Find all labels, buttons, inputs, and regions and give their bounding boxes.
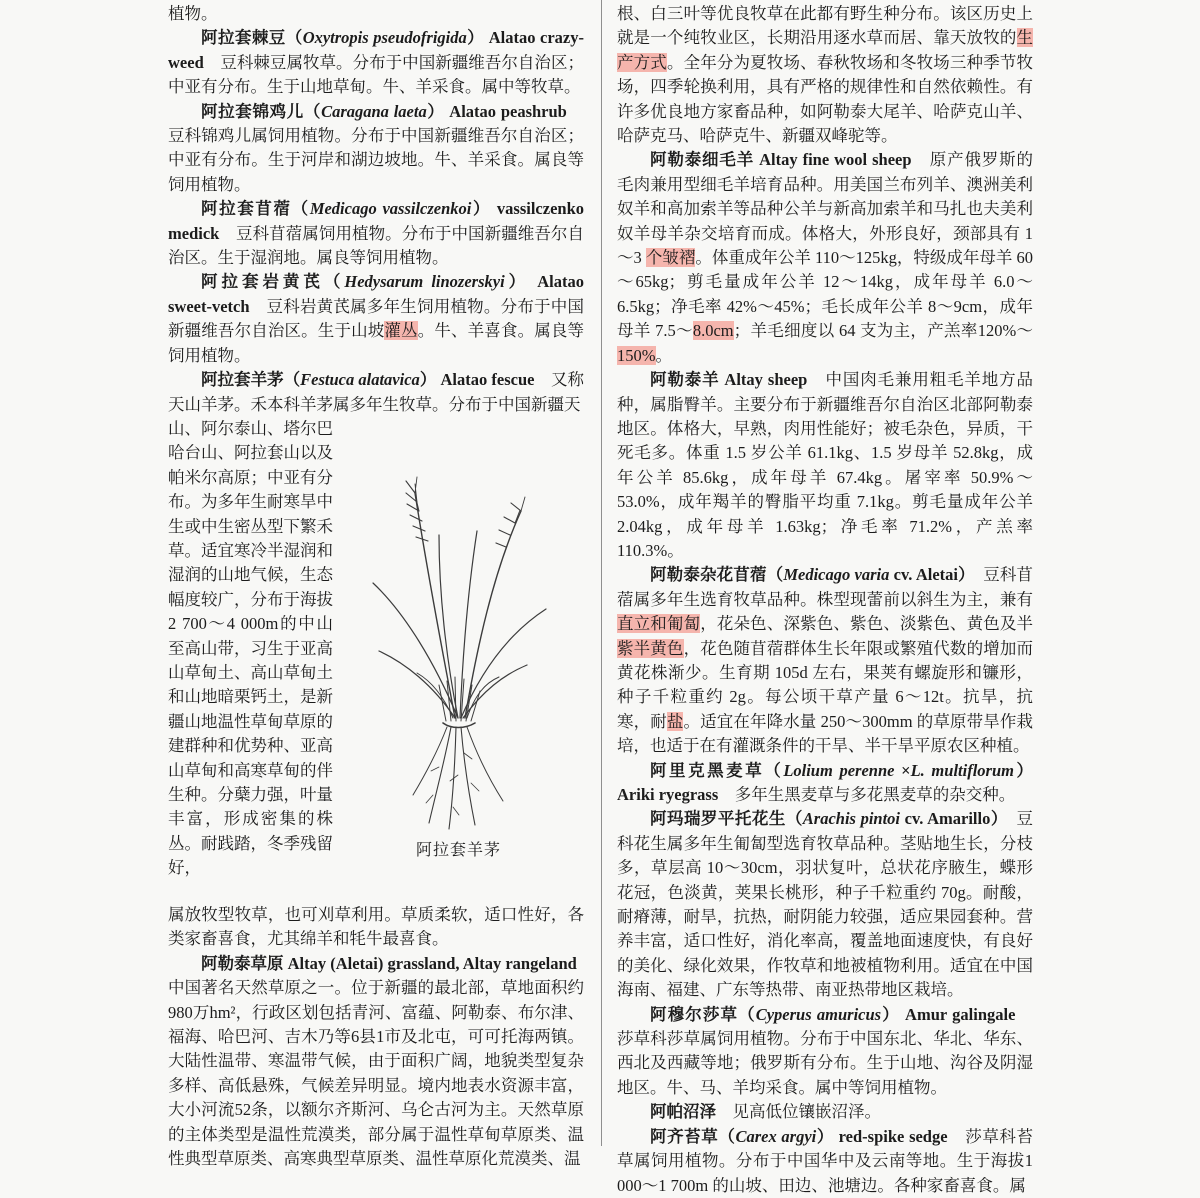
body-text: 属放牧型牧草，也可刈草利用。草质柔软，适口性好，各类家畜喜食，尤其绵羊和牦牛最喜食。 [168, 904, 584, 949]
headword-segment: ） [504, 272, 530, 292]
body-text: 莎草科莎草属饲用植物。分布于中国东北、华北、华东、西北及西藏等地；俄罗斯有分布。生于山地、沟谷及阴湿地区。牛、马、羊均采食。属中等饲用植物。 [617, 1004, 1034, 1097]
headword-segment: 阿拉套岩黄芪 [201, 272, 324, 292]
highlighted-text: 8.0cm [692, 321, 734, 341]
headword-segment: ） [990, 809, 1000, 829]
body-text: 豆科岩黄芪属多年生饲用植物。分布于中国新疆维吾尔自治区。生于山坡 [168, 296, 584, 341]
headword-segment: 阿穆尔莎草 [650, 1004, 739, 1024]
body-text: 原产俄罗斯的毛肉兼用型细毛羊培育品种。用美国兰布列羊、澳洲美利奴羊和高加索羊等品种公羊与新高加索羊和马扎也夫美利奴羊母羊杂交培育而成。体格大，外形良好，颈部具有 1～3 [617, 150, 1034, 268]
body-text: 豆科花生属多年生匍匐型选育牧草品种。茎贴地生长，分枝多，草层高 10～30cm，羽状复叶，总状花序腋生，蝶形花冠，色淡黄，荚果长桃形，种子千粒重约 70g。耐酸，耐瘠薄，耐旱，抗热，耐阴能力较强，适应果园套种。营养丰富，适口性好，消化率高，覆盖地面速度快，有良好的美化、绿化效果，作牧草和地被植物利用。适宜在中国海南、福建、广东等热带、南亚热带地区栽培。 [617, 809, 1034, 1000]
headword-segment: Amur galingale [899, 1004, 1016, 1024]
body-text: ，花色随苜蓿群体生长年限或繁殖代数的增加而黄花株渐少。生育期 105d 左右，果荚有螺旋形和镰形，种子千粒重约 2g。每公顷干草产量 6～12t。抗旱，抗寒，耐 [617, 638, 1034, 731]
headword-segment: 阿拉套羊茅 [201, 370, 284, 390]
entry-paragraph [617, 563, 1033, 758]
latin-name-segment: Oxytropis pseudofrigida [302, 28, 467, 48]
headword-segment: 阿帕沼泽 [650, 1102, 716, 1122]
headword-segment: cv. Amarillo [900, 809, 991, 829]
entry-paragraph [168, 952, 594, 1172]
entry-paragraph [617, 807, 1033, 1002]
entry-paragraph [168, 197, 584, 270]
headword-segment: vassilczenko medick [168, 199, 584, 243]
headword-segment: （ [323, 272, 345, 292]
latin-name-segment: Lolium perenne [783, 760, 895, 780]
latin-name-segment: Cyperus amuricus [755, 1004, 882, 1024]
headword-segment: ） [419, 370, 437, 390]
headword-segment: 阿勒泰草原 [201, 953, 284, 973]
entry-paragraph [168, 2, 584, 26]
headword-segment: red-spike sedge [833, 1126, 948, 1146]
entry-paragraph [168, 26, 584, 99]
headword-segment: （ [785, 809, 803, 829]
entry-paragraph [617, 1125, 1033, 1198]
headword-segment: Alatao sweet-vetch [168, 272, 585, 316]
body-text: 山、阿尔泰山、塔尔巴哈台山、阿拉套山以及帕米尔高原；中亚有分布。为多年生耐寒旱中生或中生密丛型下繁禾草。适宜寒冷半湿润和湿润的山地气候，生态幅度较广，分布于海拔2 700～4 000m的中山至高山带，习生于亚高山草甸土、高山草甸土和山地暗栗钙土，是新疆山地温性草甸草原的建群种和优势种、亚高山草甸和高寒草甸的伴生种。分蘖力强，叶量丰富，形成密集的株丛。耐践踏，冬季残留好， [168, 418, 333, 878]
headword-segment: Altay sheep [719, 370, 808, 390]
entry-paragraph [617, 148, 1033, 368]
right-column [617, 2, 1033, 1198]
body-text: 。 [655, 345, 672, 365]
entry-paragraph [168, 903, 584, 952]
headword-segment: 阿拉套锦鸡儿 [201, 101, 304, 121]
highlighted-text: 个皱褶 [645, 248, 696, 268]
headword-segment: 阿齐苔草 [650, 1126, 719, 1146]
headword-segment: （ [303, 101, 322, 121]
column-divider [601, 0, 602, 1146]
entry-paragraph [617, 1100, 1033, 1124]
highlighted-text: 生产方式 [617, 28, 1033, 72]
headword-segment: 阿勒泰杂花苜蓿 [650, 565, 767, 585]
latin-name-segment: Carex argyi [735, 1126, 817, 1146]
entry-paragraph [617, 368, 1033, 563]
figure-adjacent-text [168, 417, 333, 903]
headword-segment: 阿勒泰细毛羊 [650, 150, 755, 170]
headword-segment: （ [718, 1126, 736, 1146]
fescue-illustration [343, 423, 575, 835]
headword-segment: ） [1013, 760, 1034, 780]
headword-segment: （ [764, 760, 784, 780]
body-text: 豆科棘豆属牧草。分布于中国新疆维吾尔自治区；中亚有分布。生于山地草甸。牛、羊采食。属中等牧草。 [168, 52, 584, 97]
headword-segment: × [894, 760, 911, 780]
headword-segment: ） [881, 1004, 900, 1024]
left-column [168, 2, 594, 1171]
latin-name-segment: Hedysarum linozerskyi [344, 272, 505, 292]
entry-paragraph [168, 368, 584, 417]
body-text: 中国著名天然草原之一。位于新疆的最北部，草地面积约980万hm²，行政区划包括青河、富蕴、阿勒泰、布尔津、福海、哈巴河、吉木乃等6县1市及北屯，可可托海两镇。大陆性温带、寒温带气候，由于面积广阔，地貌类型复杂多样、高低悬殊，气候差异明显。境内地表水资源丰富，大小河流52条，以额尔齐斯河、乌仑古河为主。天然草原的主体类型是温性荒漠类，部分属于温性草甸草原类、温性典型草原类、高寒典型草原类、温性草原化荒漠类、温 [168, 953, 594, 1168]
highlighted-text: 直立和匍匐 [617, 614, 701, 634]
headword-segment: 阿勒泰羊 [650, 370, 720, 390]
headword-segment: ） [816, 1126, 834, 1146]
headword-segment: ） [466, 28, 485, 48]
headword-segment: Alatao fescue [436, 370, 535, 390]
headword-segment: ） [426, 101, 445, 121]
body-text: 。适宜在年降水量 250～300mm 的草原带旱作栽培，也适于在有灌溉条件的干旱、半干旱平原农区种植。 [617, 711, 1034, 756]
headword-segment: 阿里克黑麦草 [650, 760, 765, 780]
entry-paragraph [617, 759, 1033, 808]
highlighted-text: 灌丛 [384, 321, 418, 341]
body-text: 豆科苜蓿属多年生选育牧草品种。株型现蕾前以斜生为主，兼有 [617, 565, 1034, 609]
highlighted-text: 盐 [666, 711, 684, 731]
body-text: ，花朵色、深紫色、紫色、淡紫色、黄色及半 [700, 614, 1034, 634]
headword-segment: 阿拉套棘豆 [201, 28, 286, 48]
headword-segment: cv. Aletai [889, 565, 958, 585]
headword-segment: ） [471, 199, 492, 219]
body-text: 见高低位镶嵌沼泽。 [716, 1102, 881, 1122]
entry-paragraph [168, 100, 584, 198]
body-text: 多年生黑麦草与多花黑麦草的杂交种。 [718, 785, 1016, 804]
figure-text-row [168, 417, 584, 903]
body-text: ；羊毛细度以 64 支为主，产羔率120%～ [733, 321, 1034, 341]
entry-paragraph [617, 2, 1033, 148]
highlighted-text: 紫半黄色 [617, 638, 684, 658]
entry-paragraph [617, 1003, 1033, 1101]
latin-name-segment: L. multiflorum [910, 760, 1014, 780]
body-text: 豆科苜蓿属饲用植物。分布于中国新疆维吾尔自治区。生于湿润地。属良等饲用植物。 [168, 223, 584, 268]
entry-paragraph [168, 270, 584, 368]
body-text: 。体重成年公羊 110～125kg，特级成年母羊 60～65kg；剪毛量成年公羊 12～14kg，成年母羊 6.0～6.5kg；净毛率 42%～45%；毛长成年公羊 8～9cm，成年母羊 7.5～ [617, 248, 1034, 341]
headword-segment: （ [766, 565, 784, 585]
body-text: 豆科锦鸡儿属饲用植物。分布于中国新疆维吾尔自治区；中亚有分布。生于河岸和湖边坡地。牛、羊采食。属良等饲用植物。 [168, 101, 584, 194]
plant-figure [333, 417, 584, 903]
headword-segment: （ [285, 28, 303, 48]
headword-segment: （ [738, 1004, 756, 1024]
body-text: 。全年分为夏牧场、春秋牧场和冬牧场三种季节牧场，四季轮换利用，具有严格的规律性和自然依赖性。有许多优良地方家畜品种，如阿勒泰大尾羊、哈萨克山羊、哈萨克马、哈萨克牛、新疆双峰驼等。 [617, 52, 1033, 146]
latin-name-segment: Festuca alatavica [300, 370, 420, 390]
latin-name-segment: Medicago varia [783, 565, 890, 585]
latin-name-segment: Medicago vassilczenkoi [309, 199, 472, 219]
figure-caption: 阿拉套羊茅 [415, 841, 501, 859]
body-text: 又称天山羊茅。禾本科羊茅属多年生牧草。分布于中国新疆天 [168, 370, 585, 414]
headword-segment: ） [957, 565, 967, 585]
body-text: 植物。 [168, 4, 218, 23]
headword-segment: （ [283, 370, 301, 390]
headword-segment: 阿拉套苜蓿 [201, 199, 292, 219]
body-text: 根、白三叶等优良牧草在此都有野生种分布。该区历史上就是一个纯牧业区，长期沿用逐水草而居、靠天放牧的 [617, 4, 1033, 48]
body-text: 。牛、羊喜食。属良等饲用植物。 [168, 321, 585, 365]
headword-segment: Alatao peashrub [444, 101, 567, 121]
highlighted-text: 150% [617, 345, 656, 365]
headword-segment: Ariki ryegrass [617, 785, 719, 804]
headword-segment: Alatao crazy-weed [168, 28, 585, 72]
latin-name-segment: Arachis pintoi [802, 809, 901, 829]
body-text: 中国肉毛兼用粗毛羊地方品种，属脂臀羊。主要分布于新疆维吾尔自治区北部阿勒泰地区。体格大，早熟，肉用性能好；被毛杂色，异质，干死毛多。体重 1.5 岁公羊 61.1kg、1.5 岁母羊 52.8kg，成年公羊 85.6kg，成年母羊 67.4kg。屠宰率 50.9%～53.0%，成年羯羊的臀脂平均重 7.1kg。剪毛量成年公羊 2.04kg，成年母羊 1.63kg；净毛率 71.2%，产羔率 110.3%。 [617, 370, 1033, 560]
latin-name-segment: Caragana laeta [321, 101, 427, 121]
headword-segment: （ [291, 199, 310, 219]
headword-segment: 阿玛瑞罗平托花生 [650, 809, 786, 829]
headword-segment: Altay fine wool sheep [754, 150, 912, 170]
headword-segment: Altay (Aletai) grassland, Altay rangeland [283, 953, 577, 973]
body-text: 莎草科苔草属饲用植物。分布于中国华中及云南等地。生于海拔1 000～1 700m 的山坡、田边、池塘边。各种家畜喜食。属 [617, 1126, 1034, 1195]
